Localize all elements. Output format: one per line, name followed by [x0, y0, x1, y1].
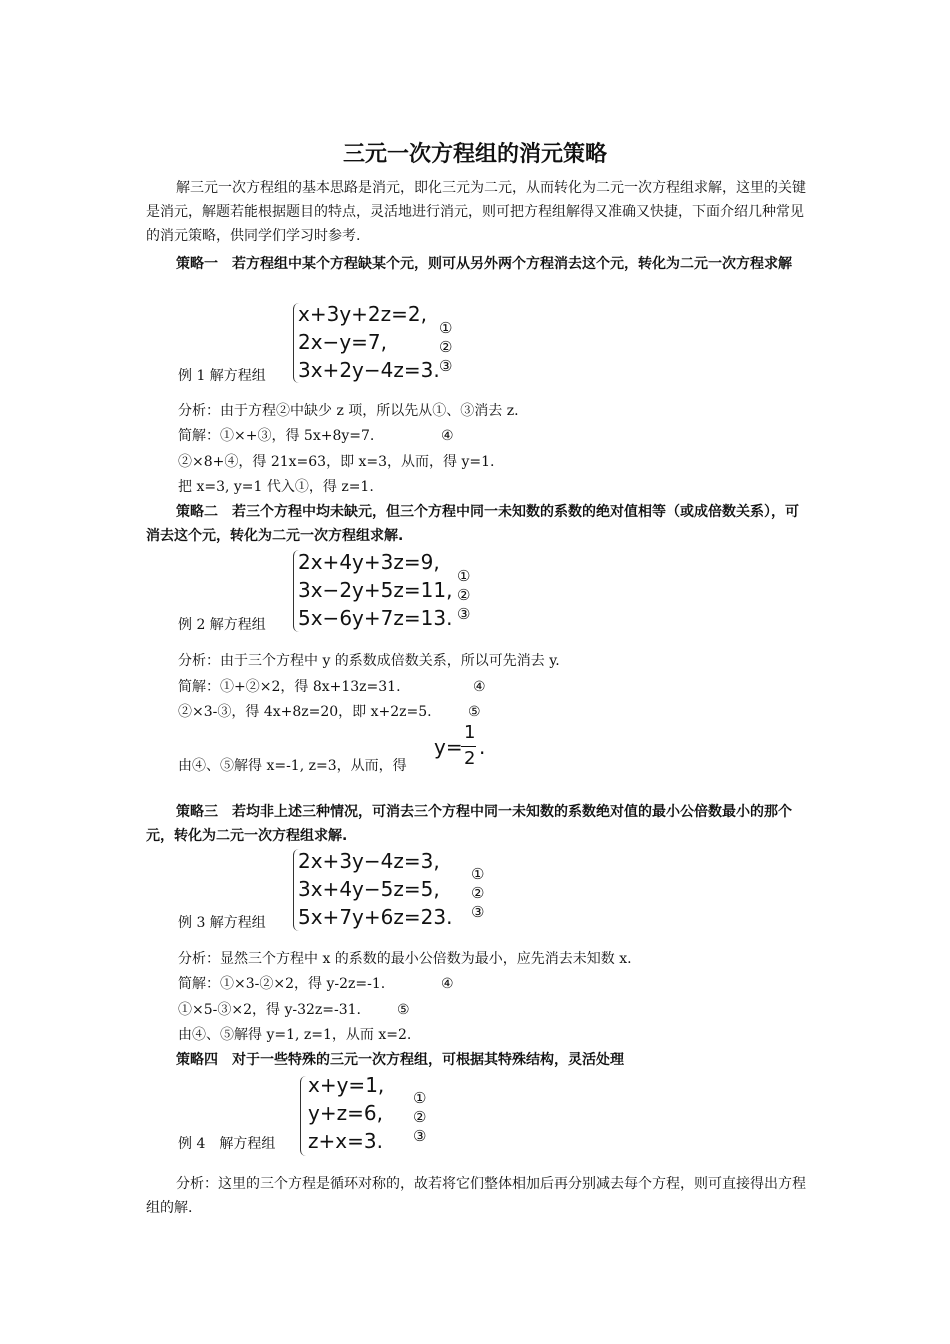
strategy3-heading: 策略三 若均非上述三种情况，可消去三个方程中同一未知数的系数绝对值的最小公倍数最小的那个元，转化为二元一次方程组求解.	[146, 804, 792, 844]
ex1-step1-marker: ④	[441, 428, 454, 444]
ex1-label: 例 1 解方程组	[178, 368, 266, 384]
ex1-marker-1: ①	[439, 319, 453, 337]
intro-paragraph: 解三元一次方程组的基本思路是消元，即化三元为二元，从而转化为二元一次方程组求解，这里的关键是消元，解题若能根据题目的特点，灵活地进行消元，则可把方程组解得又准确又快捷，下面介绍几种常见的消元策略，供同学们学习时参考.	[146, 180, 806, 244]
strategy1-heading: 策略一 若方程组中某个方程缺某个元，则可从另外两个方程消去这个元，转化为二元一次方程求解	[176, 256, 792, 272]
ex2-result-period: .	[479, 735, 486, 759]
ex1-marker-2: ②	[439, 338, 453, 356]
ex2-step2-marker: ⑤	[468, 704, 481, 720]
ex1-analysis: 分析：由于方程②中缺少 z 项，所以先从①、③消去 z.	[178, 403, 519, 419]
ex2-marker-3: ③	[457, 605, 471, 623]
ex1-step-2: ②×8+④，得 21x=63，即 x=3，从而，得 y=1.	[178, 454, 495, 470]
ex4-equation-3: z+x=3.	[308, 1129, 383, 1153]
ex3-equation-3: 5x+7y+6z=23.	[298, 905, 453, 929]
ex1-equation-3: 3x+2y−4z=3.	[298, 358, 440, 382]
ex3-step1-marker: ④	[441, 976, 454, 992]
ex3-equation-2: 3x+4y−5z=5,	[298, 877, 440, 901]
ex3-step-1: 简解：①×3-②×2，得 y-2z=-1.	[178, 976, 386, 992]
ex2-marker-1: ①	[457, 567, 471, 585]
ex1-equation-1: x+3y+2z=2,	[298, 302, 427, 326]
ex1-step-3: 把 x=3, y=1 代入①，得 z=1.	[178, 479, 374, 495]
strategy2-heading: 策略二 若三个方程中均未缺元，但三个方程中同一未知数的系数的绝对值相等（或成倍数关系），可消去这个元，转化为二元一次方程组求解.	[146, 504, 799, 544]
ex3-equation-1: 2x+3y−4z=3,	[298, 849, 440, 873]
ex2-result-denominator: 2	[464, 748, 476, 769]
ex1-marker-3: ③	[439, 357, 453, 375]
ex3-step-3: 由④、⑤解得 y=1, z=1，从而 x=2.	[178, 1027, 412, 1043]
page-title: 三元一次方程组的消元策略	[342, 142, 607, 167]
ex4-marker-3: ③	[413, 1127, 427, 1145]
ex1-step-1: 简解：①×+③，得 5x+8y=7.	[178, 428, 375, 444]
ex2-step-2: ②×3-③，得 4x+8z=20，即 x+2z=5.	[178, 704, 432, 720]
ex4-equation-2: y+z=6,	[308, 1101, 383, 1125]
ex3-marker-3: ③	[471, 903, 485, 921]
ex3-step2-marker: ⑤	[397, 1002, 410, 1018]
ex2-equation-3: 5x−6y+7z=13.	[298, 606, 453, 630]
ex3-label: 例 3 解方程组	[178, 915, 266, 931]
ex4-equation-1: x+y=1,	[308, 1073, 385, 1097]
ex3-marker-2: ②	[471, 884, 485, 902]
ex4-label: 例 4 解方程组	[178, 1136, 276, 1152]
ex4-marker-2: ②	[413, 1108, 427, 1126]
ex2-marker-2: ②	[457, 586, 471, 604]
ex3-step-2: ①×5-③×2，得 y-32z=-31.	[178, 1002, 362, 1018]
ex2-step-3: 由④、⑤解得 x=-1, z=3，从而，得	[178, 758, 407, 774]
ex4-marker-1: ①	[413, 1089, 427, 1107]
ex2-result-lhs: y=	[434, 735, 463, 759]
ex4-analysis: 分析：这里的三个方程是循环对称的，故若将它们整体相加后再分别减去每个方程，则可直接得出方程组的解.	[146, 1176, 806, 1216]
ex3-analysis: 分析：显然三个方程中 x 的系数的最小公倍数为最小，应先消去未知数 x.	[178, 951, 632, 967]
fraction-bar	[461, 746, 476, 747]
ex1-equation-2: 2x−y=7,	[298, 330, 387, 354]
ex2-equation-2: 3x−2y+5z=11,	[298, 578, 453, 602]
ex2-analysis: 分析：由于三个方程中 y 的系数成倍数关系，所以可先消去 y.	[178, 653, 560, 669]
ex2-label: 例 2 解方程组	[178, 617, 266, 633]
ex2-step-1: 简解：①+②×2，得 8x+13z=31.	[178, 679, 401, 695]
ex3-marker-1: ①	[471, 865, 485, 883]
ex2-result-numerator: 1	[464, 722, 476, 743]
ex2-equation-1: 2x+4y+3z=9,	[298, 550, 440, 574]
ex2-step1-marker: ④	[473, 679, 486, 695]
strategy4-heading: 策略四 对于一些特殊的三元一次方程组，可根据其特殊结构，灵活处理	[176, 1052, 624, 1068]
